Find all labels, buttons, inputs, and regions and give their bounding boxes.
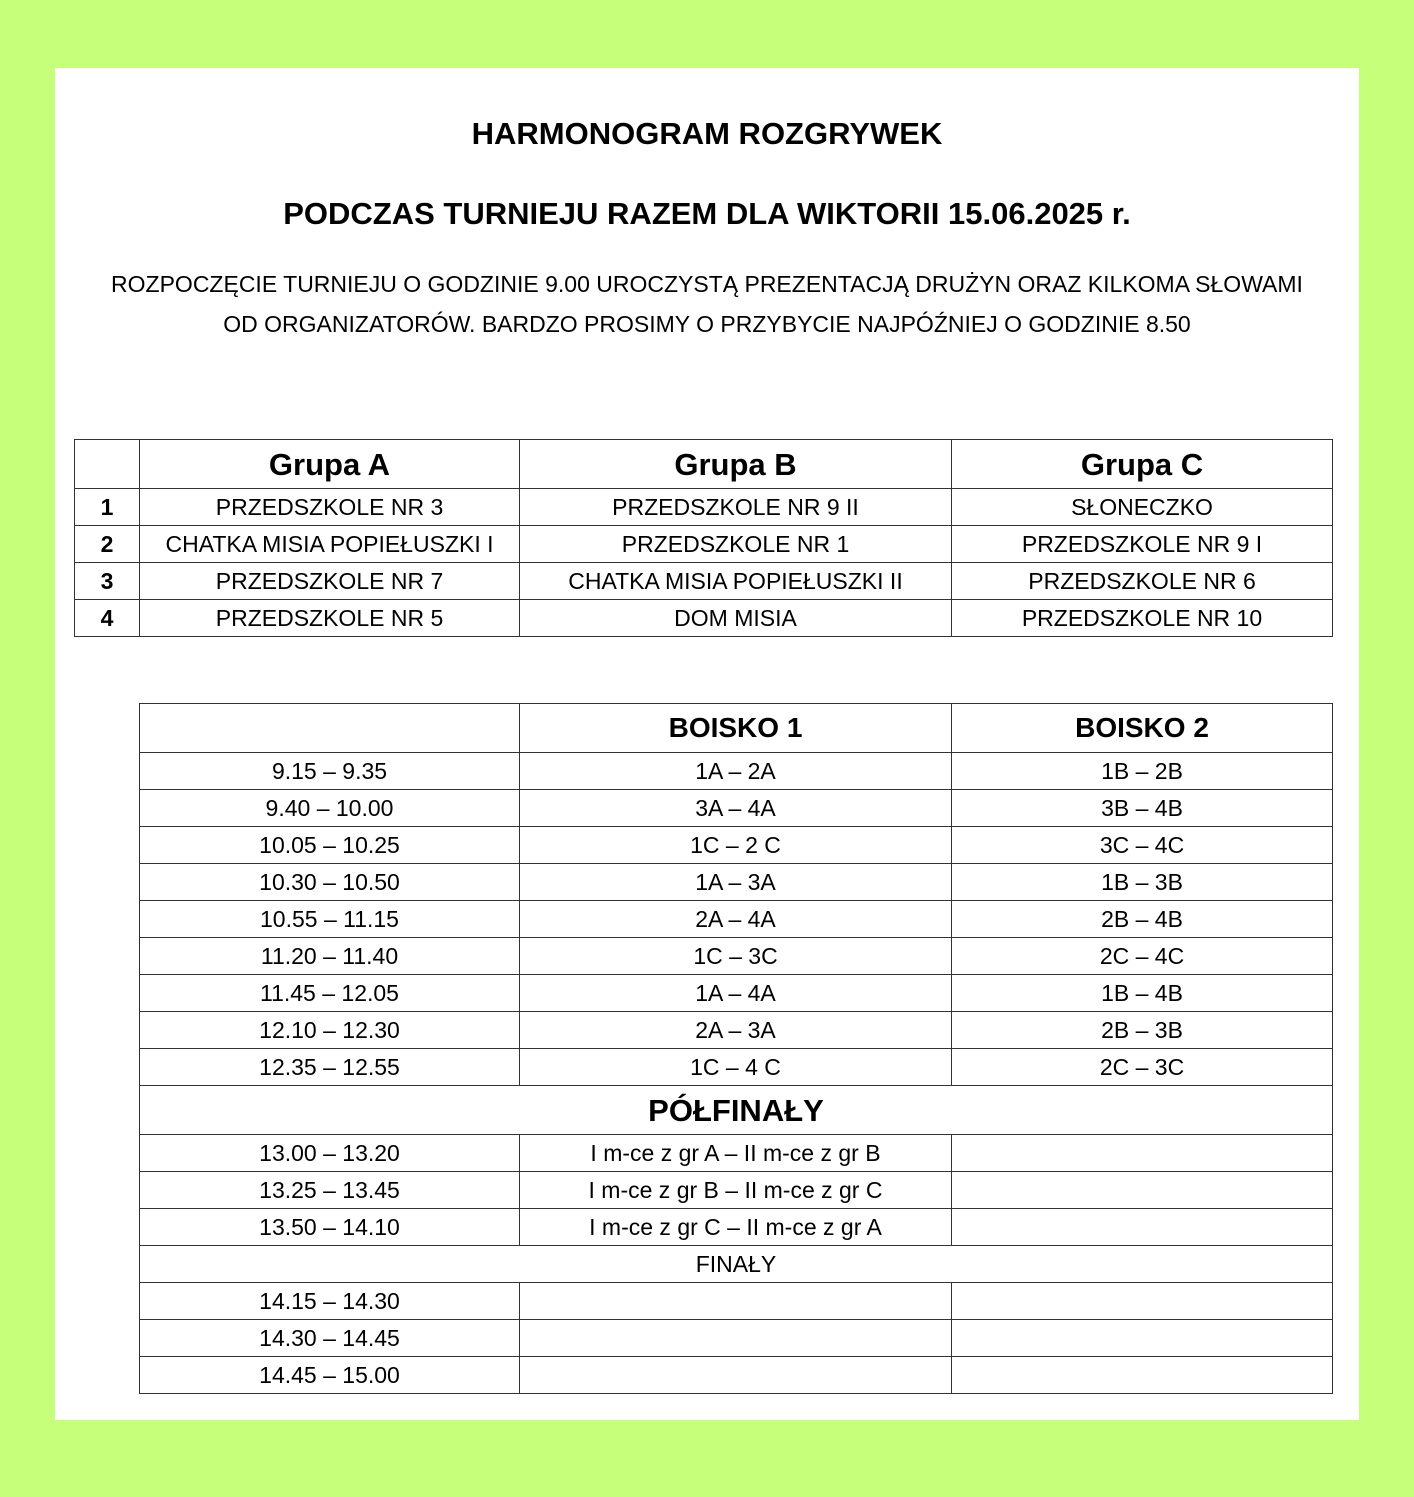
schedule-header-row xyxy=(140,704,1333,753)
team-cell: CHATKA MISIA POPIEŁUSZKI I xyxy=(140,526,520,563)
match-row xyxy=(140,827,1333,864)
team-cell: PRZEDSZKOLE NR 9 II xyxy=(520,489,952,526)
time-slot: 13.25 – 13.45 xyxy=(140,1172,520,1209)
match-row xyxy=(140,975,1333,1012)
empty-cell xyxy=(952,1283,1333,1320)
time-slot: 11.45 – 12.05 xyxy=(140,975,520,1012)
empty-cell xyxy=(520,1320,952,1357)
match-row xyxy=(140,790,1333,827)
team-cell: SŁONECZKO xyxy=(952,489,1333,526)
pitch-2-match: 2B – 4B xyxy=(952,901,1333,938)
time-slot: 14.30 – 14.45 xyxy=(140,1320,520,1357)
empty-cell xyxy=(952,1357,1333,1394)
empty-cell xyxy=(952,1172,1333,1209)
pitch-1-match: 2A – 3A xyxy=(520,1012,952,1049)
time-slot: 10.05 – 10.25 xyxy=(140,827,520,864)
match-row xyxy=(140,901,1333,938)
final-row xyxy=(140,1320,1333,1357)
time-slot: 12.10 – 12.30 xyxy=(140,1012,520,1049)
time-slot: 10.30 – 10.50 xyxy=(140,864,520,901)
pitch-1-match: 1C – 2 C xyxy=(520,827,952,864)
team-cell: CHATKA MISIA POPIEŁUSZKI II xyxy=(520,563,952,600)
semifinal-row xyxy=(140,1172,1333,1209)
empty-cell xyxy=(520,1283,952,1320)
page-subtitle: PODCZAS TURNIEJU RAZEM DLA WIKTORII 15.06.2025 r. xyxy=(283,196,1131,231)
groups-row xyxy=(75,563,1333,600)
position-number: 4 xyxy=(75,600,140,637)
intro-line-1: ROZPOCZĘCIE TURNIEJU O GODZINIE 9.00 UROCZYSTĄ PREZENTACJĄ DRUŻYN ORAZ KILKOMA SŁOWAMI xyxy=(111,271,1303,297)
groups-header-cell: Grupa A xyxy=(140,440,520,489)
time-slot: 13.00 – 13.20 xyxy=(140,1135,520,1172)
finals-label: FINAŁY xyxy=(140,1246,1333,1283)
schedule-table xyxy=(139,703,1333,1394)
page-title: HARMONOGRAM ROZGRYWEK xyxy=(471,116,943,151)
pitch-2-match: 2B – 3B xyxy=(952,1012,1333,1049)
time-slot: 10.55 – 11.15 xyxy=(140,901,520,938)
team-cell: PRZEDSZKOLE NR 9 I xyxy=(952,526,1333,563)
pitch-2-match: 3B – 4B xyxy=(952,790,1333,827)
team-cell: PRZEDSZKOLE NR 6 xyxy=(952,563,1333,600)
team-cell: PRZEDSZKOLE NR 5 xyxy=(140,600,520,637)
empty-cell xyxy=(952,1135,1333,1172)
time-slot: 9.40 – 10.00 xyxy=(140,790,520,827)
time-slot: 11.20 – 11.40 xyxy=(140,938,520,975)
match-row xyxy=(140,753,1333,790)
groups-header-cell xyxy=(75,440,140,489)
match-row xyxy=(140,1012,1333,1049)
empty-cell xyxy=(952,1209,1333,1246)
schedule-header-cell xyxy=(140,704,520,753)
semifinal-match: I m-ce z gr C – II m-ce z gr A xyxy=(520,1209,952,1246)
semifinals-header-row xyxy=(140,1086,1333,1135)
schedule-header-cell: BOISKO 2 xyxy=(952,704,1333,753)
pitch-1-match: 2A – 4A xyxy=(520,901,952,938)
team-cell: DOM MISIA xyxy=(520,600,952,637)
empty-cell xyxy=(952,1320,1333,1357)
time-slot: 14.15 – 14.30 xyxy=(140,1283,520,1320)
pitch-2-match: 3C – 4C xyxy=(952,827,1333,864)
time-slot: 13.50 – 14.10 xyxy=(140,1209,520,1246)
groups-row xyxy=(75,600,1333,637)
match-row xyxy=(140,1049,1333,1086)
groups-row xyxy=(75,526,1333,563)
pitch-2-match: 1B – 3B xyxy=(952,864,1333,901)
team-cell: PRZEDSZKOLE NR 10 xyxy=(952,600,1333,637)
pitch-1-match: 1A – 4A xyxy=(520,975,952,1012)
match-row xyxy=(140,938,1333,975)
document-page xyxy=(55,68,1359,1420)
groups-header-cell: Grupa B xyxy=(520,440,952,489)
match-row xyxy=(140,864,1333,901)
position-number: 2 xyxy=(75,526,140,563)
groups-header-row xyxy=(75,440,1333,489)
intro-line-2: OD ORGANIZATORÓW. BARDZO PROSIMY O PRZYBYCIE NAJPÓŹNIEJ O GODZINIE 8.50 xyxy=(223,311,1191,337)
semifinal-row xyxy=(140,1135,1333,1172)
pitch-2-match: 1B – 4B xyxy=(952,975,1333,1012)
final-row xyxy=(140,1357,1333,1394)
semifinal-row xyxy=(140,1209,1333,1246)
groups-header-cell: Grupa C xyxy=(952,440,1333,489)
position-number: 3 xyxy=(75,563,140,600)
pitch-1-match: 1A – 3A xyxy=(520,864,952,901)
groups-table xyxy=(74,439,1333,637)
time-slot: 14.45 – 15.00 xyxy=(140,1357,520,1394)
time-slot: 12.35 – 12.55 xyxy=(140,1049,520,1086)
schedule-header-cell: BOISKO 1 xyxy=(520,704,952,753)
finals-header-row xyxy=(140,1246,1333,1283)
semifinal-match: I m-ce z gr A – II m-ce z gr B xyxy=(520,1135,952,1172)
final-row xyxy=(140,1283,1333,1320)
team-cell: PRZEDSZKOLE NR 3 xyxy=(140,489,520,526)
pitch-1-match: 1A – 2A xyxy=(520,753,952,790)
pitch-2-match: 2C – 4C xyxy=(952,938,1333,975)
time-slot: 9.15 – 9.35 xyxy=(140,753,520,790)
team-cell: PRZEDSZKOLE NR 7 xyxy=(140,563,520,600)
pitch-2-match: 2C – 3C xyxy=(952,1049,1333,1086)
team-cell: PRZEDSZKOLE NR 1 xyxy=(520,526,952,563)
position-number: 1 xyxy=(75,489,140,526)
pitch-1-match: 1C – 3C xyxy=(520,938,952,975)
empty-cell xyxy=(520,1357,952,1394)
pitch-2-match: 1B – 2B xyxy=(952,753,1333,790)
pitch-1-match: 1C – 4 C xyxy=(520,1049,952,1086)
semifinals-label: PÓŁFINAŁY xyxy=(140,1086,1333,1135)
semifinal-match: I m-ce z gr B – II m-ce z gr C xyxy=(520,1172,952,1209)
pitch-1-match: 3A – 4A xyxy=(520,790,952,827)
groups-row xyxy=(75,489,1333,526)
